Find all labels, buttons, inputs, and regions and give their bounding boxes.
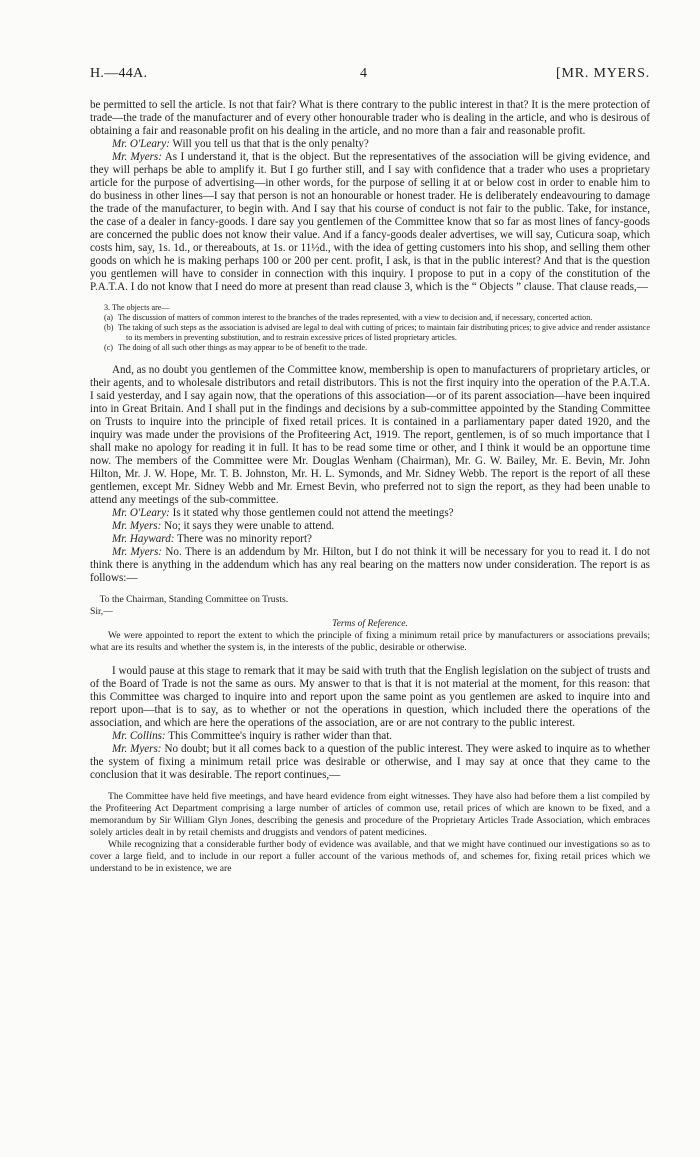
memo-paragraph: While recognizing that a considerable further body of evidence was available, and that we might have continued our investigations so as to cover a large field, and to include in our report a fuller account of the various methods of, and schemes for, fixing retail prices which we understand to be in existence, we are bbox=[90, 839, 650, 874]
item-label: (a) bbox=[104, 313, 113, 322]
speaker-name: Mr. O'Leary: bbox=[112, 507, 170, 519]
page-number: 4 bbox=[360, 66, 367, 81]
report-extract bbox=[90, 594, 650, 654]
speech-paragraph bbox=[90, 520, 650, 533]
item-label: (c) bbox=[104, 343, 113, 352]
speech-paragraph bbox=[90, 533, 650, 546]
report-extract bbox=[90, 791, 650, 875]
memo-recipient: To the Chairman, Standing Committee on Trusts. bbox=[99, 594, 289, 605]
objects-heading: 3. The objects are— bbox=[104, 303, 170, 312]
speech-paragraph bbox=[90, 730, 650, 743]
speaker-name: Mr. Myers: bbox=[112, 151, 162, 163]
speech-paragraph bbox=[90, 507, 650, 520]
speech-text: Will you tell us that that is the only penalty? bbox=[172, 138, 369, 150]
speech-text: There was no minority report? bbox=[177, 533, 312, 545]
speech-paragraph bbox=[90, 138, 650, 151]
objects-item bbox=[104, 323, 650, 343]
speaker-name: Mr. O'Leary: bbox=[112, 138, 170, 150]
objects-clause bbox=[90, 303, 650, 353]
memo-address bbox=[90, 594, 650, 606]
speaker-name: Mr. Myers: bbox=[112, 520, 162, 532]
speech-text: No; it says they were unable to attend. bbox=[164, 520, 335, 532]
memo-paragraph: We were appointed to report the extent to which the principle of fixing a minimum retail price by manufacturers or associations prevails; what are its results and whether the system is, in the interests of the public, desirable or otherwise. bbox=[90, 630, 650, 653]
speech-text: As I understand it, that is the object. But the representatives of the association will be giving evidence, and they will perhaps be able to amplify it. But I go further still, and I say with confidence that a trader who uses a proprietary article for the purpose of advertising—in other words, for the purpose of selling it at or below cost in order to enable him to do business in other lines—I say that person is not an honourable or honest trader. He is deliberately endeavouring to damage the trade of the manufacturer, to begin with. And I say that his course of conduct is not fair to the public. Take, for instance, the case of a dealer in fancy-goods. I dare say you gentlemen of the Committee know that so far as most lines of fancy-goods are concerned the public does not know their value. And if a fancy-goods dealer advertises, we will say, Cuticura soap, which costs him, say, 1s. 1d., or thereabouts, at 1s. or 11½d., with the idea of getting customers into his shop, and selling them other goods on which he is making perhaps 100 or 200 per cent. profit, I ask, is that in the public interest? And that is the question you gentlemen will have to consider in connection with this inquiry. I propose to put in a copy of the constitution of the P.A.T.A. I do not know that I need do more at present than read clause 3, which is the “ Objects ” clause. That clause reads,— bbox=[90, 151, 650, 293]
speaker-name: Mr. Hayward: bbox=[112, 533, 175, 545]
speech-text: No doubt; but it all comes back to a question of the public interest. They were asked to inquire as to whether the system of fixing a minimum retail price was desirable or otherwise, and I may say at once that they came to the conclusion that it was desirable. The report continues,— bbox=[90, 743, 650, 781]
paragraph: be permitted to sell the article. Is not that fair? What is there contrary to the public interest in that? It is the mere protection of trade—the trade of the manufacturer and of every other honourable trader who is dealing in the article, and who is desirous of obtaining a fair and reasonable profit on his dealing in the article, and no more than a fair and reasonable profit. bbox=[90, 99, 650, 137]
speaker-name: Mr. Myers: bbox=[112, 546, 162, 558]
speaker-running-head: [MR. MYERS. bbox=[556, 66, 650, 81]
item-text: The discussion of matters of common interest to the branches of the trades represented, with a view to decision and, if necessary, concerted action. bbox=[117, 313, 593, 322]
speaker-name: Mr. Collins: bbox=[112, 730, 166, 742]
memo-heading: Terms of Reference. bbox=[332, 618, 408, 629]
item-label: (b) bbox=[104, 323, 114, 332]
speech-paragraph bbox=[90, 743, 650, 782]
page-header bbox=[90, 66, 650, 88]
item-text: The doing of all such other things as may appear to be of benefit to the trade. bbox=[117, 343, 368, 352]
memo-salutation: Sir,— bbox=[90, 606, 113, 617]
speech-text: Is it stated why those gentlemen could not attend the meetings? bbox=[172, 507, 454, 519]
speech-paragraph bbox=[90, 546, 650, 585]
objects-item bbox=[104, 313, 650, 323]
objects-item bbox=[104, 343, 650, 353]
page-content bbox=[90, 99, 650, 875]
speech-text: This Committee's inquiry is rather wider than that. bbox=[168, 730, 393, 742]
paragraph: And, as no doubt you gentlemen of the Committee know, membership is open to manufacturers of proprietary articles, or their agents, and to wholesale distributors and retail distributors. This is not the first inquiry into the operation of the P.A.T.A. I said yesterday, and I say again now, that the operations of this association—or of its parent association—have been inquired into in Great Britain. And I shall put in the findings and decisions by a sub-committee appointed by the Standing Committee on Trusts to inquire into the principle of fixed retail prices. It is contained in a parliamentary paper dated 1920, and the inquiry was made under the provisions of the Profiteering Act, 1919. The report, gentlemen, is of so much importance that I shall make no apology for reading it in full. It has to be read some time or other, and I think it would be an opportune time now. The members of the Committee were Mr. Douglas Wenham (Chairman), Mr. G. W. Bailey, Mr. E. Bevin, Mr. John Hilton, Mr. J. W. Hope, Mr. T. B. Johnston, Mr. H. L. Symonds, and Mr. Sidney Webb. The report is the report of all these gentlemen, except Mr. Sidney Webb and Mr. Ernest Bevin, who preferred not to sign the report, as they had been unable to attend any meetings of the sub-committee. bbox=[90, 364, 650, 506]
memo-paragraph: The Committee have held five meetings, and have heard evidence from eight witnesses. They have also had before them a list compiled by the Profiteering Act Department comprising a large number of articles of common use, retail prices of which are known to be fixed, and a memorandum by Sir William Glyn Jones, describing the genesis and procedure of the Proprietary Articles Trade Association, which embraces solely articles dealt in by retail chemists and druggists and vendors of patent medicines. bbox=[90, 791, 650, 838]
speech-text: No. There is an addendum by Mr. Hilton, but I do not think it will be necessary for you to read it. I do not think there is anything in the addendum which has any real bearing on the matters now under consideration. The report is as follows:— bbox=[90, 546, 651, 584]
paragraph: I would pause at this stage to remark that it may be said with truth that the English legislation on the subject of trusts and of the Board of Trade is not the same as ours. My answer to that is that it is not material at the moment, for this reason: that this Committee was charged to inquire into and report upon the same point as you gentlemen are asked to inquire into and report upon—that is to say, as to whether or not the operations in question, which included there the operations of the association, and which are here the operations of the association, are or are not contrary to the public interest. bbox=[90, 665, 650, 729]
speaker-name: Mr. Myers: bbox=[112, 743, 162, 755]
speech-paragraph bbox=[90, 151, 650, 294]
document-reference: H.—44A. bbox=[90, 66, 148, 81]
item-text: The taking of such steps as the association is advised are legal to deal with cutting of prices; to maintain fair distributing prices; to give advice and render assistance to its members in preventing substitution, and to restrain excessive prices of listed proprietary articles. bbox=[117, 323, 650, 342]
